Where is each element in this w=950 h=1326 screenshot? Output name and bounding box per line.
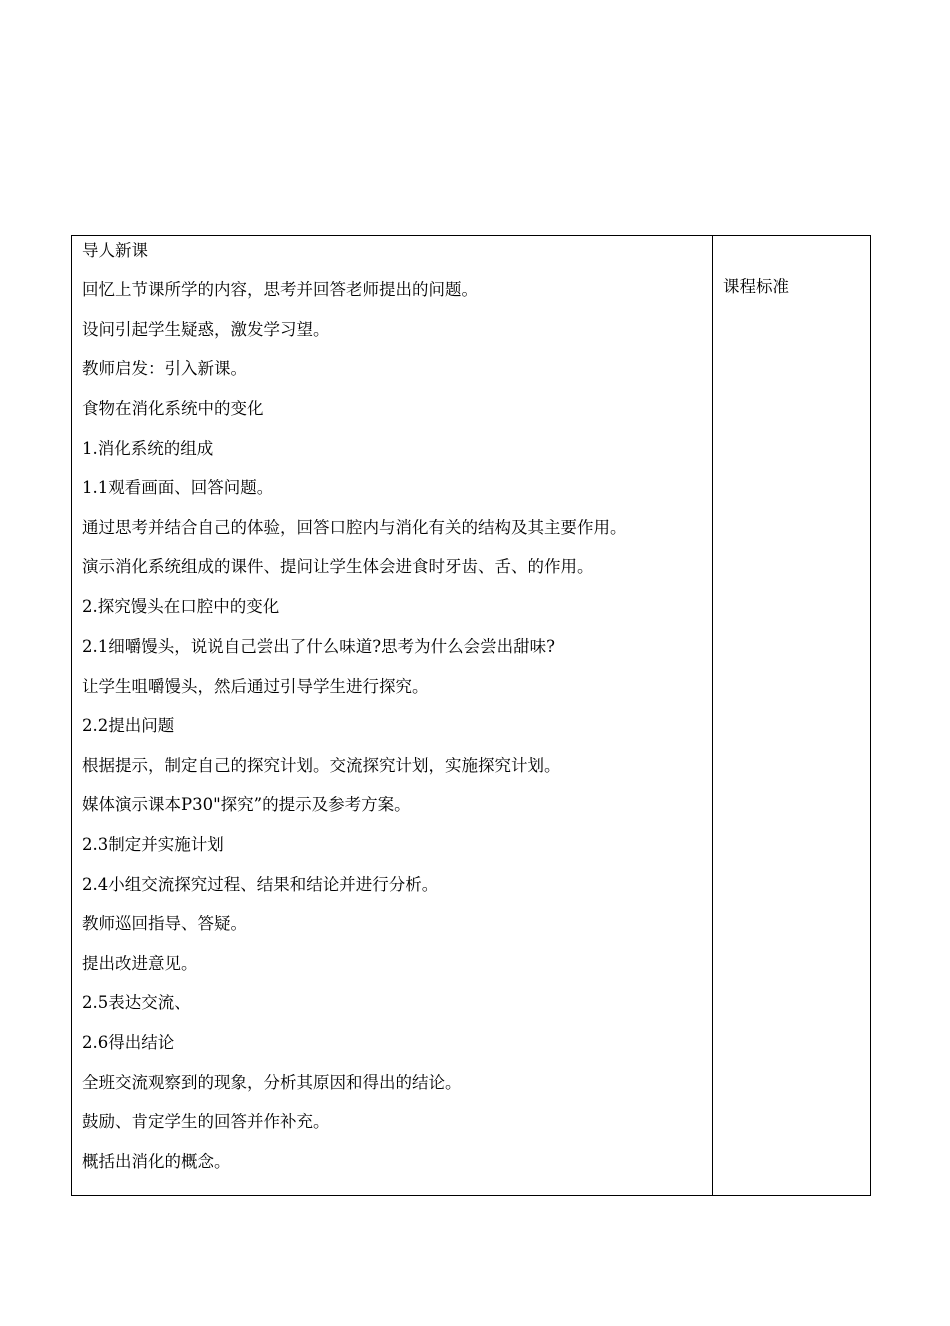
content-line: 2.探究馒头在口腔中的变化 xyxy=(82,597,280,616)
content-line: 鼓励、肯定学生的回答并作补充。 xyxy=(82,1112,330,1131)
content-line: 让学生咀嚼馒头，然后通过引导学生进行探究。 xyxy=(82,677,429,696)
content-line: 全班交流观察到的现象，分析其原因和得出的结论。 xyxy=(82,1073,462,1092)
content-line: 教师巡回指导、答疑。 xyxy=(82,914,247,933)
content-line: 2.1细嚼馒头，说说自己尝出了什么味道?思考为什么会尝出甜味? xyxy=(82,637,555,656)
lesson-table xyxy=(71,235,871,1196)
curriculum-standard-cell xyxy=(713,236,870,1195)
content-line: 根据提示，制定自己的探究计划。交流探究计划，实施探究计划。 xyxy=(82,756,561,775)
content-line: 媒体演示课本P30"探究”的提示及参考方案。 xyxy=(82,795,411,814)
content-line: 2.3制定并实施计划 xyxy=(82,835,224,854)
content-line: 1.消化系统的组成 xyxy=(82,439,214,458)
content-line: 教师启发：引入新课。 xyxy=(82,359,247,378)
content-line: 2.6得出结论 xyxy=(82,1033,175,1052)
content-line: 提出改进意见。 xyxy=(82,954,198,973)
content-line: 食物在消化系统中的变化 xyxy=(82,399,264,418)
content-line: 导人新课 xyxy=(82,241,148,260)
content-line: 设问引起学生疑惑，激发学习望。 xyxy=(82,320,330,339)
content-line: 演示消化系统组成的课件、提问让学生体会进食时牙齿、舌、的作用。 xyxy=(82,557,594,576)
lesson-content-cell xyxy=(72,236,713,1195)
content-line: 回忆上节课所学的内容，思考并回答老师提出的问题。 xyxy=(82,280,478,299)
content-line: 1.1观看画面、回答问题。 xyxy=(82,478,274,497)
content-line: 通过思考并结合自己的体验，回答口腔内与消化有关的结构及其主要作用。 xyxy=(82,518,627,537)
content-line: 概括出消化的概念。 xyxy=(82,1152,231,1171)
content-line: 2.5表达交流、 xyxy=(82,993,191,1012)
content-line: 2.4小组交流探究过程、结果和结论并进行分析。 xyxy=(82,875,439,894)
curriculum-standard-label: 课程标准 xyxy=(723,277,789,296)
content-line: 2.2提出问题 xyxy=(82,716,175,735)
